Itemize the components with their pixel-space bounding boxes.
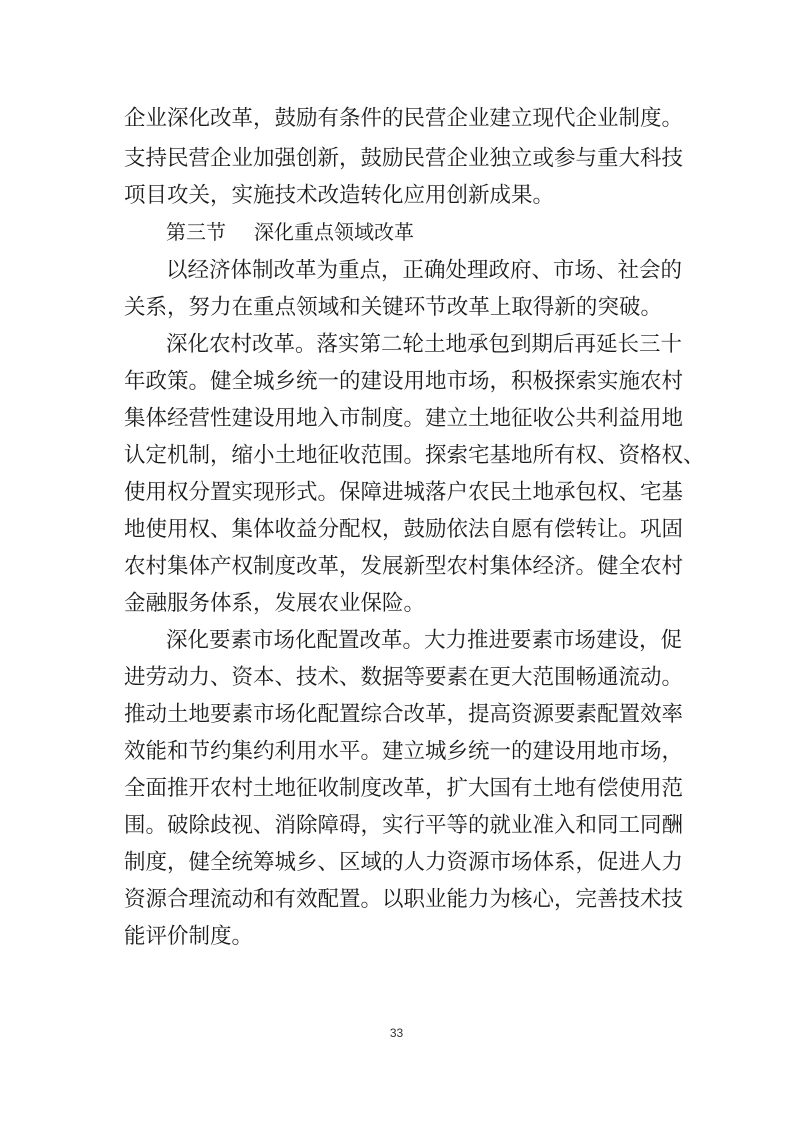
text-line: 关系，努力在重点领域和关键环节改革上取得新的突破。 (124, 295, 662, 320)
text-line: 深化要素市场化配置改革。大力推进要素市场建设，促 (166, 628, 683, 653)
text-line: 围。破除歧视、消除障碍，实行平等的就业准入和同工同酬 (124, 813, 684, 838)
section-heading (166, 219, 414, 245)
text-line: 资源合理流动和有效配置。以职业能力为核心，完善技术技 (124, 887, 684, 912)
text-line: 进劳动力、资本、技术、数据等要素在更大范围畅通流动。 (124, 665, 684, 690)
text-line: 效能和节约集约利用水平。建立城乡统一的建设用地市场， (124, 739, 684, 764)
section-number: 第三节 (166, 220, 226, 244)
text-line: 推动土地要素市场化配置综合改革，提高资源要素配置效率 (124, 702, 684, 727)
text-line: 能评价制度。 (124, 924, 254, 949)
text-line: 金融服务体系，发展农业保险。 (124, 591, 426, 616)
section-title: 深化重点领域改革 (254, 220, 414, 244)
text-line: 使用权分置实现形式。保障进城落户农民土地承包权、宅基 (124, 480, 684, 505)
text-line: 以经济体制改革为重点，正确处理政府、市场、社会的 (166, 258, 683, 283)
text-line: 集体经营性建设用地入市制度。建立土地征收公共利益用地 (124, 406, 684, 431)
text-line: 全面推开农村土地征收制度改革，扩大国有土地有偿使用范 (124, 776, 684, 801)
text-line: 制度，健全统筹城乡、区域的人力资源市场体系，促进人力 (124, 850, 684, 875)
text-line: 年政策。健全城乡统一的建设用地市场，积极探索实施农村 (124, 369, 684, 394)
text-line: 认定机制，缩小土地征收范围。探索宅基地所有权、资格权、 (124, 443, 705, 468)
text-line: 企业深化改革，鼓励有条件的民营企业建立现代企业制度。 (124, 106, 684, 131)
text-line: 地使用权、集体收益分配权，鼓励依法自愿有偿转让。巩固 (124, 517, 684, 542)
page-number: 33 (389, 1026, 404, 1040)
text-line: 农村集体产权制度改革，发展新型农村集体经济。健全农村 (124, 554, 684, 579)
text-line: 支持民营企业加强创新，鼓励民营企业独立或参与重大科技 (124, 146, 684, 171)
text-line: 项目攻关，实施技术改造转化应用创新成果。 (124, 183, 555, 208)
text-line: 深化农村改革。落实第二轮土地承包到期后再延长三十 (166, 332, 683, 357)
